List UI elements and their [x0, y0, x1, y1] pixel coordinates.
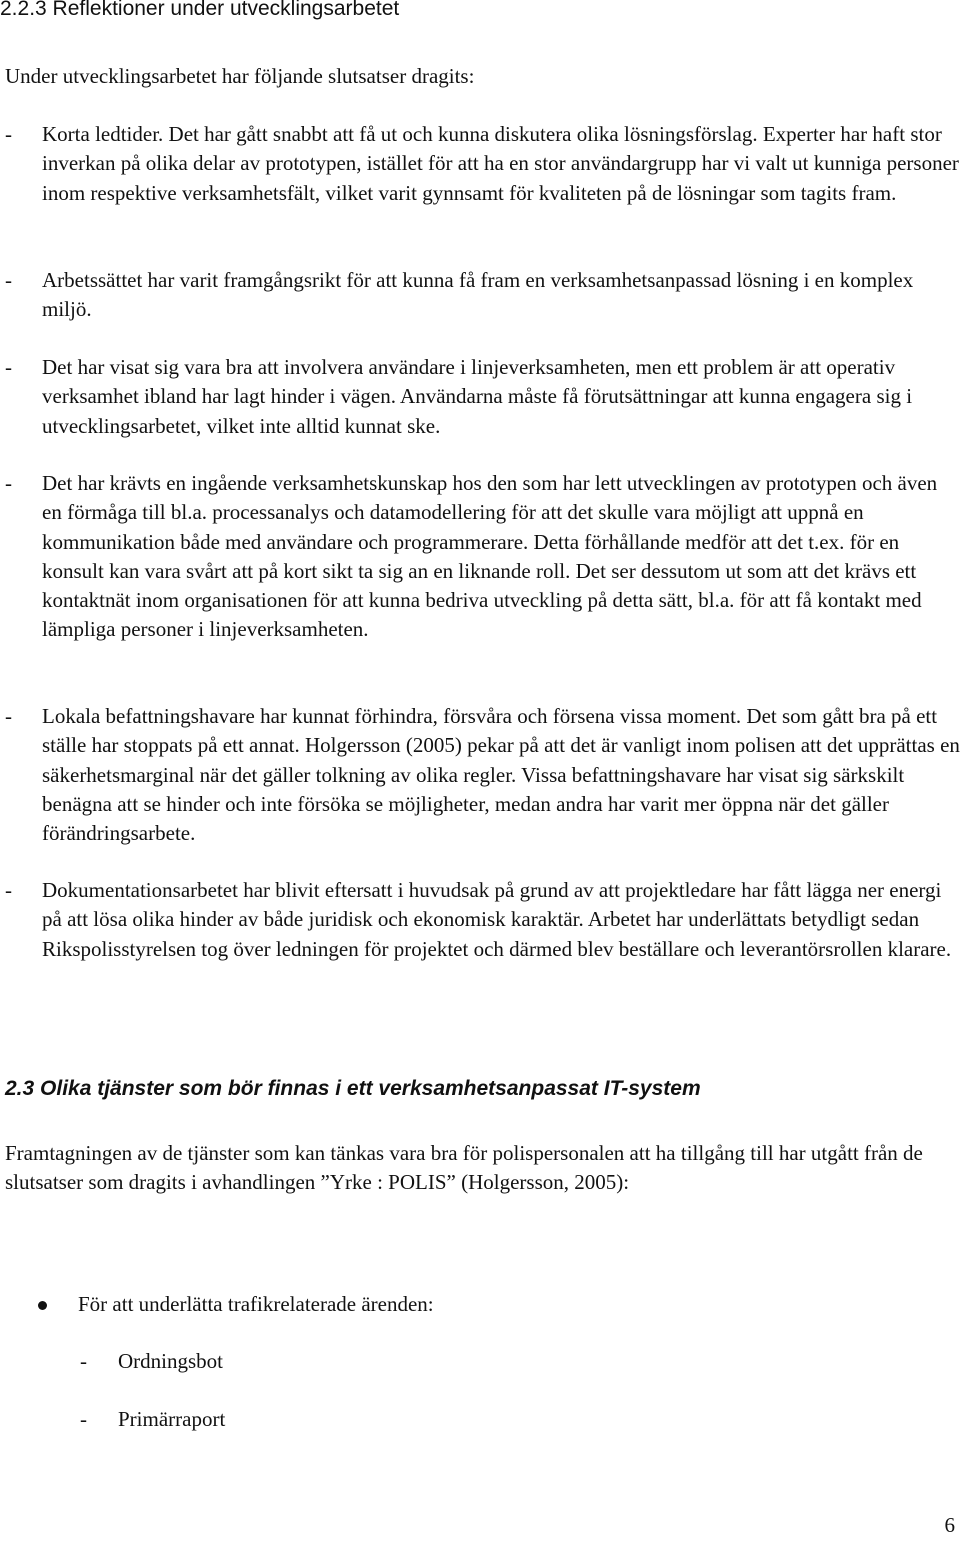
dash-marker: -	[5, 268, 12, 292]
list-item	[5, 876, 960, 964]
list-item	[5, 266, 960, 325]
bullet-item-text: För att underlätta trafikrelaterade ärenden:	[78, 1292, 434, 1316]
intro-paragraph: Framtagningen av de tjänster som kan tänkas vara bra för polispersonalen att ha tillgång till har utgått från de slutsatser som dragits i avhandlingen ”Yrke : POLIS” (Holgersson, 2005):	[5, 1141, 923, 1195]
dash-marker: -	[5, 122, 12, 146]
dash-marker: -	[80, 1407, 87, 1431]
bullet-item	[38, 1290, 434, 1319]
dash-marker: -	[80, 1349, 87, 1373]
dash-marker: -	[5, 878, 12, 902]
list-item-text: Dokumentationsarbetet har blivit eftersatt i huvudsak på grund av att projektledare har fått lägga ner energi på att lösa olika hinder av både juridisk och ekonomisk karaktär. Arbetet har underlättats betydligt sedan Rikspolisstyrelsen tog över ledningen för projektet och därmed blev beställare och leverantörsrollen klarare.	[42, 878, 952, 961]
page-number: 6	[944, 1513, 955, 1537]
dash-marker: -	[5, 704, 12, 728]
list-item-text: Korta ledtider. Det har gått snabbt att få ut och kunna diskutera olika lösningsförslag. Experter har haft stor inverkan på olika delar av prototypen, istället för att ha en stor användargrupp har vi valt ut kunniga personer inom respektive verksamhetsfält, vilket varit gynnsamt för kvaliteten på de lösningar som tagits fram.	[42, 122, 959, 205]
section-heading: 2.3 Olika tjänster som bör finnas i ett verksamhetsanpassat IT-system	[5, 1077, 701, 1100]
list-item	[5, 120, 960, 208]
sub-list-item	[80, 1347, 223, 1376]
dash-marker: -	[5, 471, 12, 495]
sub-list-item	[80, 1405, 225, 1434]
dash-marker: -	[5, 355, 12, 379]
list-item-text: Lokala befattningshavare har kunnat förhindra, försvåra och försena vissa moment. Det som gått bra på ett ställe har stoppats på ett annat. Holgersson (2005) pekar på att det är vanligt inom polisen att det upprättas en säkerhetsmarginal när det gäller tolkning av olika regler. Vissa befattningshavare har visat sig särkskilt benägna att se hinder och inte försöka se möjligheter, medan andra har varit mer öppna när det gäller förändringsarbete.	[42, 704, 960, 846]
list-item	[5, 469, 960, 645]
sub-list-item-text: Ordningsbot	[118, 1349, 223, 1373]
list-item	[5, 702, 960, 848]
section-heading: 2.2.3 Reflektioner under utvecklingsarbetet	[0, 0, 400, 20]
intro-paragraph: Under utvecklingsarbetet har följande slutsatser dragits:	[5, 64, 475, 88]
list-item-text: Arbetssättet har varit framgångsrikt för att kunna få fram en verksamhetsanpassad lösning i en komplex miljö.	[42, 268, 914, 322]
list-item	[5, 353, 960, 441]
list-item-text: Det har visat sig vara bra att involvera användare i linjeverksamheten, men ett problem är att operativ verksamhet ibland har lagt hinder i vägen. Användarna måste få förutsättningar att kunna engagera sig i utvecklingsarbetet, vilket inte alltid kunnat ske.	[42, 355, 913, 438]
sub-list-item-text: Primärraport	[118, 1407, 226, 1431]
bullet-dot-icon	[38, 1301, 47, 1310]
list-item-text: Det har krävts en ingående verksamhetskunskap hos den som har lett utvecklingen av prototypen och även en förmåga till bl.a. processanalys och datamodellering för att det skulle vara möjligt att uppnå en kommunikation både med användare och programmerare. Detta förhållande medför att det t.ex. för en konsult kan vara svårt att på kort sikt ta sig an en liknande roll. Det ser dessutom ut som att det krävs ett kontaktnät inom organisationen för att kunna bedriva utveckling på detta sätt, bl.a. för att få kontakt med lämpliga personer i linjeverksamheten.	[42, 471, 938, 642]
